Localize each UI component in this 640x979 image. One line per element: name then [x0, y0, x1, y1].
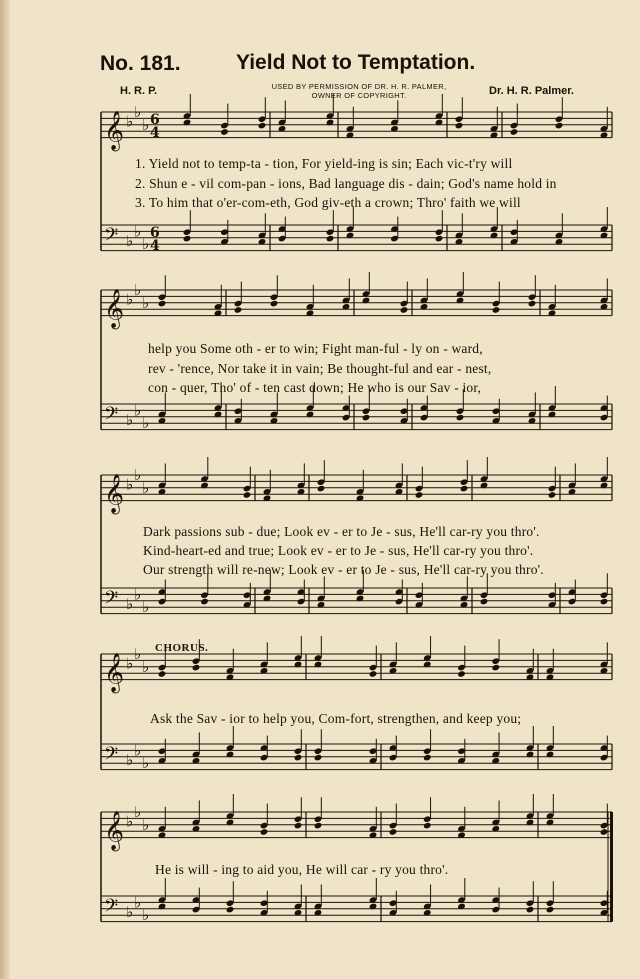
flat-sign-icon: ♭ [142, 293, 150, 312]
note-head [389, 828, 398, 836]
flat-sign-icon: ♭ [134, 741, 142, 760]
flat-sign-icon: ♭ [134, 222, 142, 241]
note-head [528, 300, 537, 308]
flat-sign-icon: ♭ [142, 906, 150, 925]
note-head [192, 664, 201, 672]
note-head [600, 598, 609, 606]
verse-3-line-3: Our strength will re-new; Look ev - er to Je - sus, He'll car-ry you thro'. [143, 562, 544, 577]
treble-clef-icon: 𝄞 [104, 810, 125, 851]
bass-clef-icon: 𝄢 [104, 225, 119, 251]
flat-sign-icon: ♭ [126, 411, 134, 429]
flat-sign-icon: ♭ [134, 281, 142, 299]
note-head [183, 235, 192, 243]
treble-clef-icon: 𝄞 [104, 288, 125, 329]
note-head [243, 491, 252, 499]
note-head [492, 306, 501, 314]
note-head [460, 485, 469, 493]
bass-clef-icon: 𝄢 [104, 744, 119, 770]
chorus-line-2: He is will - ing to aid you, He will car - ry you thro'. [155, 862, 449, 877]
verse-1-line-3: Dark passions sub - due; Look ev - er to Je - sus, He'll car-ry you thro'. [143, 524, 540, 539]
bass-clef-icon: 𝄢 [104, 896, 119, 922]
note-head [158, 300, 167, 308]
note-head [294, 754, 303, 762]
note-head [226, 906, 235, 914]
flat-sign-icon: ♭ [134, 893, 142, 912]
permission-line-2: OWNER OF COPYRIGHT. [311, 91, 407, 100]
bass-clef-icon: 𝄢 [104, 404, 119, 430]
flat-sign-icon: ♭ [142, 478, 150, 497]
note-head [546, 906, 555, 914]
final-barline-thick [610, 812, 613, 922]
time-signature-bottom: 4 [150, 238, 160, 254]
treble-clef-icon: 𝄞 [104, 110, 125, 151]
verse-1-line-2: help you Some oth - er to win; Fight man-ful - ly on - ward, [148, 341, 483, 356]
chorus-line-1: Ask the Sav - ior to help you, Com-fort, strengthen, and keep you; [150, 711, 522, 726]
permission-line-1: USED BY PERMISSION OF DR. H. R. PALMER, [271, 82, 447, 91]
note-head [234, 306, 243, 314]
note-head [294, 822, 303, 830]
note-head [200, 598, 209, 606]
flat-sign-icon: ♭ [126, 751, 134, 769]
note-head [326, 235, 335, 243]
note-head [600, 828, 609, 836]
flat-sign-icon: ♭ [134, 585, 142, 604]
verse-3-line-2: con - quer, Tho' of - ten cast down; He who is our Sav - ior, [148, 380, 482, 395]
flat-sign-icon: ♭ [142, 598, 150, 617]
lyricist-credit: H. R. P. [120, 85, 158, 97]
note-head [423, 822, 432, 830]
note-head [555, 122, 564, 130]
note-head [314, 754, 323, 762]
flat-sign-icon: ♭ [134, 466, 142, 484]
bass-clef-icon: 𝄢 [104, 588, 119, 614]
note-head [526, 906, 535, 914]
note-head [510, 128, 519, 136]
flat-sign-icon: ♭ [142, 657, 150, 676]
flat-sign-icon: ♭ [142, 235, 150, 254]
note-head [480, 598, 489, 606]
note-head [455, 122, 464, 130]
note-head [270, 300, 279, 308]
verse-2-line-1: 2. Shun e - vil com-pan - ions, Bad language dis - dain; God's name hold in [135, 176, 557, 191]
treble-clef-icon: 𝄞 [104, 473, 125, 514]
time-signature-bottom: 4 [150, 125, 160, 141]
note-head [491, 664, 500, 672]
note-head [362, 414, 371, 422]
verse-1-line-1: 1. Yield not to temp-ta - tion, For yield-ing is sin; Each vic-t'ry will [135, 156, 513, 171]
flat-sign-icon: ♭ [126, 812, 134, 831]
note-head [317, 485, 326, 493]
note-head [260, 828, 269, 836]
flat-sign-icon: ♭ [126, 290, 134, 309]
flat-sign-icon: ♭ [134, 803, 142, 821]
note-head [456, 414, 465, 422]
flat-sign-icon: ♭ [126, 232, 134, 250]
note-head [423, 754, 432, 762]
time-signature-top: 6 [150, 225, 160, 241]
flat-sign-icon: ♭ [142, 815, 150, 834]
note-head [435, 235, 444, 243]
flat-sign-icon: ♭ [126, 475, 134, 494]
note-head [457, 670, 466, 678]
flat-sign-icon: ♭ [142, 414, 150, 433]
flat-sign-icon: ♭ [126, 595, 134, 613]
flat-sign-icon: ♭ [134, 103, 142, 121]
flat-sign-icon: ♭ [126, 654, 134, 673]
verse-3-line-1: 3. To him that o'er-com-eth, God giv-eth a crown; Thro' faith we will [135, 195, 521, 210]
hymn-title: Yield Not to Temptation. [236, 51, 476, 74]
note-head [415, 491, 424, 499]
treble-clef-icon: 𝄞 [104, 652, 125, 693]
note-head [369, 670, 378, 678]
flat-sign-icon: ♭ [134, 401, 142, 420]
chorus-label: CHORUS. [155, 642, 209, 654]
hymn-number: No. 181. [100, 52, 181, 75]
note-head [220, 128, 229, 136]
note-head [258, 122, 267, 130]
flat-sign-icon: ♭ [142, 754, 150, 773]
note-head [314, 822, 323, 830]
note-head [400, 306, 409, 314]
verse-2-line-2: rev - 'rence, Nor take it in vain; Be thought-ful and ear - nest, [148, 361, 492, 376]
composer-credit: Dr. H. R. Palmer. [489, 85, 574, 97]
flat-sign-icon: ♭ [126, 112, 134, 131]
flat-sign-icon: ♭ [126, 903, 134, 921]
time-signature-top: 6 [150, 112, 160, 128]
note-head [158, 670, 167, 678]
flat-sign-icon: ♭ [142, 115, 150, 134]
verse-2-line-3: Kind-heart-ed and true; Look ev - er to Je - sus, He'll car-ry you thro'. [143, 543, 534, 558]
note-head [548, 491, 557, 499]
flat-sign-icon: ♭ [134, 645, 142, 663]
